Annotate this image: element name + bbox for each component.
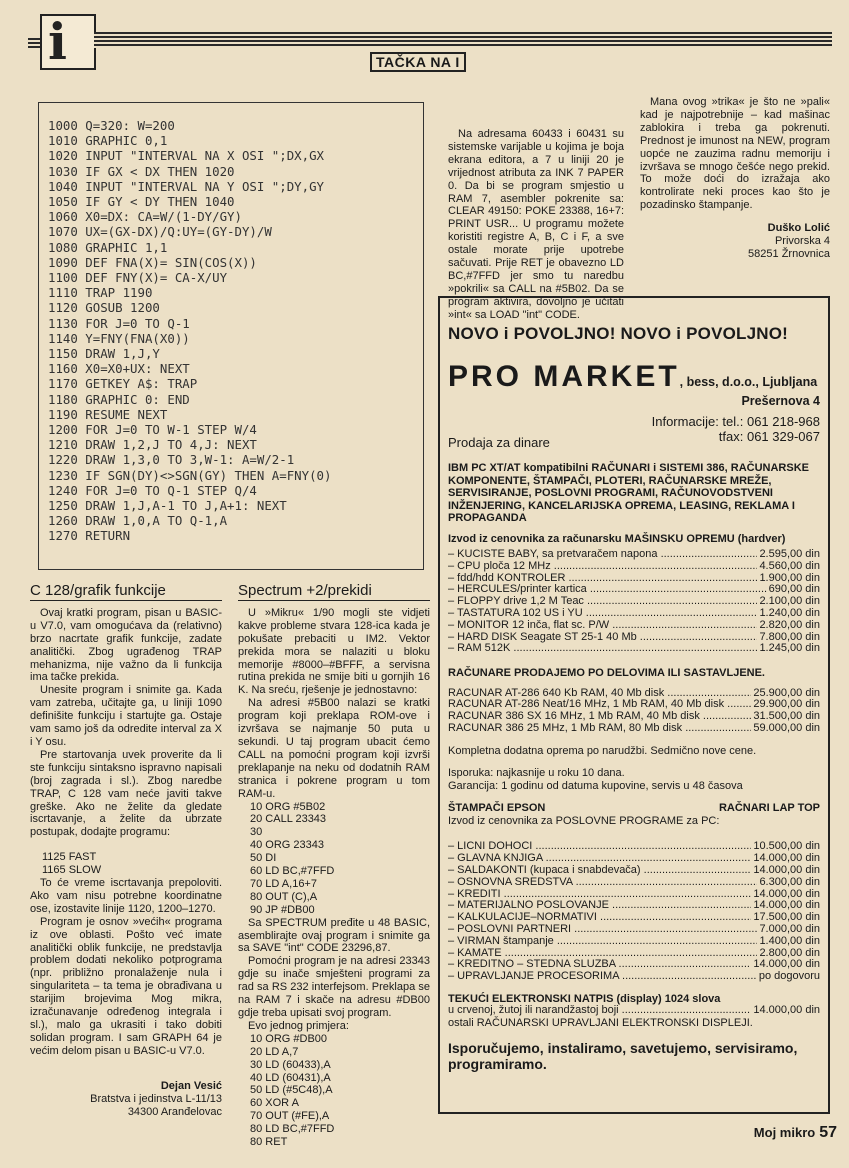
code-line: 1050 IF GY < DY THEN 1040 bbox=[48, 194, 235, 210]
paragraph: Mana ovog »trika« je što ne »pali« kad je najpotrebnije – kad mašinac zablokira i treba ga pokrenuti. Prednost je imunost na NEW, program uopće ne zauzima radnu memoriju i izvršava se mnogo češće nego prekid. To može doći do izražaja ako kontrolirate neki proces kao što je pozadinsko štampanje. bbox=[640, 96, 830, 212]
ad-extra: Kompletna dodatna oprema po narudžbi. Sedmično nove cene. bbox=[448, 744, 757, 757]
code-line: 70 LD A,16+7 bbox=[250, 877, 317, 890]
code-line: 20 CALL 23343 bbox=[250, 813, 327, 826]
item-price: 1.900,00 din bbox=[759, 571, 820, 584]
code-line: 80 LD BC,#7FFD bbox=[250, 1123, 335, 1136]
code-line: 1220 DRAW 1,3,0 TO 3,W-1: A=W/2-1 bbox=[48, 452, 295, 468]
item-name: – KAMATE ..... bbox=[448, 948, 757, 960]
ad-headline: NOVO i POVOLJNO! NOVO i POVOLJNO! bbox=[448, 324, 789, 343]
price-row bbox=[448, 865, 820, 877]
author-city: 58251 Žrnovnica bbox=[748, 248, 830, 261]
item-price: 1.240,00 din bbox=[759, 606, 820, 619]
item-name: – CPU ploča 12 MHz ..... bbox=[448, 561, 757, 573]
price-row bbox=[448, 924, 820, 936]
sw-price-list bbox=[448, 841, 820, 983]
article-title: Spectrum +2/prekidi bbox=[238, 582, 372, 599]
code-line: 1170 GETKEY A$: TRAP bbox=[48, 376, 198, 392]
paragraph: Evo jednog primjera: bbox=[248, 1019, 349, 1032]
code-block bbox=[238, 1033, 430, 1149]
item-name: – FLOPPY drive 1,2 M Teac ..... bbox=[448, 596, 757, 608]
code-listing bbox=[48, 118, 331, 544]
item-name: – LIČNI DOHOCI ..... bbox=[448, 841, 751, 853]
item-name: – fdd/hdd KONTROLER ..... bbox=[448, 573, 757, 585]
article-spectrum-cont2 bbox=[640, 96, 830, 261]
item-name: RAČUNAR 386 SX 16 MHz, 1 Mb RAM, 40 Mb disk ..... bbox=[448, 711, 751, 723]
code-line: 1240 FOR J=0 TO Q-1 STEP Q/4 bbox=[48, 482, 257, 498]
paragraph: To će vreme iscrtavanja prepoloviti. Ako vam nisu potrebne koordinatne ose, izostavite linije 1120, 1200–1270. bbox=[30, 877, 222, 915]
paragraph: Pomoćni program je na adresi 23343 gdje su inače smješteni programi za rad sa RS 232 interfejsom. Preklapa se na RAM 7 i skače na adresu #DB00 gdje treba upisati svoj program. bbox=[238, 955, 430, 1019]
price-row bbox=[448, 723, 820, 735]
paragraph: Program je osnov »većih« programa iz ove oblasti. Pošto već imate analitički oblik funkcije, ne predstavlja problem dodati nekoliko potprograma (npr. približno pronalaženje nula i singulariteta – ta tema je obrađivana u starijim brojevima Mog mikra, izračunavanje određenog integrala i sl.), malo ga ukrasiti i tako dobiti solidan program. I sam GRAPH 64 je većim delom pisan u BASIC-u V7.0. bbox=[30, 915, 222, 1057]
code-line: 1260 DRAW 1,0,A TO Q-1,A bbox=[48, 513, 228, 529]
code-line: 1190 RESUME NEXT bbox=[48, 406, 168, 422]
item-name: – UPRAVLJANJE PROCESORIMA ..... bbox=[448, 971, 757, 983]
author-address: Privorska 4 bbox=[774, 235, 830, 248]
item-name: – RAM 512K ..... bbox=[448, 643, 757, 655]
code-line: 1040 INPUT "INTERVAL NA Y OSI ";DY,GY bbox=[48, 178, 325, 194]
code-line: 30 bbox=[250, 826, 263, 839]
item-name: – TASTATURA 102 US i YU ..... bbox=[448, 608, 757, 620]
item-name: – SALDAKONTI (kupaca i snabdevača) ..... bbox=[448, 865, 751, 877]
code-line: 1270 RETURN bbox=[48, 528, 131, 544]
item-price: 2.820,00 din bbox=[759, 618, 820, 631]
sw-title: Izvod iz cenovnika za POSLOVNE PROGRAME za PC: bbox=[448, 814, 720, 827]
paragraph: Na adresi #5B00 nalazi se kratki program koji preklapa ROM-ove i izvršava se najmanje 50 puta u sekundi. U taj program ubacit ćemo CALL na pomoćni program koji izvrši preklapanje na neku od dodatnih RAM stranica i pokrene program u tom RAM-u. bbox=[238, 697, 430, 800]
item-price: 690,00 din bbox=[768, 583, 820, 596]
code-line: 60 XOR A bbox=[250, 1097, 299, 1110]
code-line: 1200 FOR J=0 TO W-1 STEP W/4 bbox=[48, 422, 257, 438]
item-name: – HERCULES/printer kartica ..... bbox=[448, 584, 767, 596]
paragraph: Sa SPECTRUM pređite u 48 BASIC, asemblirajte ovaj program i snimite ga sa SAVE "int" CODE 23296,87. bbox=[238, 916, 430, 955]
code-line: 1070 UX=(GX-DX)/Q:UY=(GY-DY)/W bbox=[48, 224, 272, 240]
item-price: 2.800,00 din bbox=[759, 946, 820, 959]
code-line: 1210 DRAW 1,2,J TO 4,J: NEXT bbox=[48, 437, 257, 453]
display-other: ostali RAČUNARSKI UPRAVLJANI ELEKTRONSKI DISPLEJI. bbox=[448, 1017, 753, 1030]
item-price: 2.100,00 din bbox=[759, 595, 820, 608]
ad-closing: Isporučujemo, instaliramo, savetujemo, servisiramo, programiramo. bbox=[448, 1039, 798, 1072]
item-price: 31.500,00 din bbox=[753, 710, 820, 723]
item-price: 29.900,00 din bbox=[753, 698, 820, 711]
header-rule-left bbox=[28, 38, 40, 50]
code-line: 20 LD A,7 bbox=[250, 1045, 299, 1058]
parts-title: RAČUNARE PRODAJEMO PO DELOVIMA ILI SASTAVLJENE. bbox=[448, 667, 765, 680]
ad-sale: Prodaja za dinare bbox=[448, 435, 550, 450]
item-price: 17.500,00 din bbox=[753, 911, 820, 924]
item-name: – POSLOVNI PARTNERI ..... bbox=[448, 924, 757, 936]
item-name: RAČUNAR AT-286 640 Kb RAM, 40 Mb disk ..... bbox=[448, 688, 751, 700]
ad-products: IBM PC XT/AT kompatibilni RAČUNARI i SISTEMI 386, RAČUNARSKE KOMPONENTE, ŠTAMPAČI, PLOTERI, RAČUNARSKE MREŽE, SERVISIRANJE, POSLOVNI PROGRAMI, RAČUNOVODSTVENI INŽENJERING, KANCELARIJSKA OPREMA, LEASING, REKLAMA I PROPAGANDA bbox=[448, 462, 809, 524]
code-line: 1165 SLOW bbox=[42, 864, 102, 877]
code-line: 10 ORG #DB00 bbox=[250, 1032, 328, 1045]
price-row bbox=[448, 608, 820, 620]
item-price: 2.595,00 din bbox=[759, 548, 820, 560]
display-title: TEKUĆI ELEKTRONSKI NATPIS (display) 1024 slova bbox=[448, 992, 721, 1005]
paragraph: Ovaj kratki program, pisan u BASIC-u V7.0, vam omogućava da (relativno) brzo nacrtate grafik funkcije, zadate analitički. Zbog ugrađenog TRAP mehanizma, nije važno da li funkcija ima tačke prekida. bbox=[30, 606, 222, 684]
code-line: 80 OUT (C),A bbox=[250, 890, 318, 903]
code-line: 50 LD (#5C48),A bbox=[250, 1084, 333, 1097]
code-line: 1030 IF GX < DX THEN 1020 bbox=[48, 163, 235, 179]
code-line: 1125 FAST bbox=[42, 851, 97, 864]
item-price: 14.000,00 din bbox=[753, 852, 820, 865]
code-line: 1230 IF SGN(DY)<>SGN(GY) THEN A=FNY(0) bbox=[48, 467, 332, 483]
code-line: 40 LD (60431),A bbox=[250, 1071, 331, 1084]
code-line: 1150 DRAW 1,J,Y bbox=[48, 346, 160, 362]
item-name: – VIRMAN štampanje ..... bbox=[448, 936, 757, 948]
code-line: 1100 DEF FNY(X)= CA-X/UY bbox=[48, 270, 228, 286]
ad-street: Prešernova 4 bbox=[741, 394, 820, 408]
code-line: 1090 DEF FNA(X)= SIN(COS(X)) bbox=[48, 254, 257, 270]
paragraph: U »Mikru« 1/90 mogli ste vidjeti kakve probleme stvara 128-ica kada je pokušate prebaciti u IM2. Vektor prekida mora se nalaziti u bloku memorije #8000–#BFFF, a servisna rutina prekida ne smije biti u gornjih 16 K. Na sreću, rješenje je jednostavno: bbox=[238, 606, 430, 697]
item-name: RAČUNAR 386 25 MHz, 1 Mb RAM, 80 Mb disk ..... bbox=[448, 723, 751, 735]
paragraph: Unesite program i snimite ga. Kada vam zatreba, učitajte ga, u liniji 1090 definišite funkciju i startujte ga. Ostaje vam samo još da odredite interval za X i Y osu. bbox=[30, 684, 222, 748]
article-title: C 128/grafik funkcije bbox=[30, 582, 166, 599]
ad-phone: Informacije: tel.: 061 218-968 bbox=[651, 414, 820, 429]
author-name: Duško Lolić bbox=[767, 222, 830, 235]
item-name: – KREDITNO – ŠTEDNA SLUŽBA ..... bbox=[448, 959, 751, 971]
item-name: – GLAVNA KNJIGA ..... bbox=[448, 853, 751, 865]
paragraph: Pre startovanja uvek proverite da li ste funkciju sintaksno ispravno napisali (broj zagrada i sl.). Zbog naredbe TRAP, C 128 vam neće javiti takve greške. Ako ne želite da gledate iscrtavanje, a želite da ubrzate postupak, dodajte programu: bbox=[30, 748, 222, 839]
code-line: 70 OUT (#FE),A bbox=[250, 1110, 330, 1123]
price-row bbox=[448, 936, 820, 948]
item-price: 10.500,00 din bbox=[753, 840, 820, 853]
page-footer: Moj mikro 57 bbox=[753, 1124, 837, 1141]
code-line: 1120 GOSUB 1200 bbox=[48, 300, 160, 316]
code-line: 1130 FOR J=0 TO Q-1 bbox=[48, 315, 190, 331]
code-line: 80 RET bbox=[250, 1136, 288, 1149]
code-block bbox=[238, 801, 430, 917]
item-name: – KALKULACIJE–NORMATIVI ..... bbox=[448, 912, 751, 924]
code-line: 40 ORG 23343 bbox=[250, 839, 324, 852]
code-line: 1080 GRAPHIC 1,1 bbox=[48, 239, 168, 255]
item-price: 1.245,00 din bbox=[759, 642, 820, 655]
article-c128 bbox=[30, 582, 222, 1119]
code-line: 1020 INPUT "INTERVAL NA X OSI ";DX,GX bbox=[48, 148, 325, 164]
article-spectrum bbox=[238, 582, 430, 1149]
header-rule bbox=[94, 32, 832, 48]
price-row bbox=[448, 643, 820, 655]
ad-warranty: Garancija: 1 godinu od datuma kupovine, servis u 48 časova bbox=[448, 779, 743, 792]
item-price: 4.560,00 din bbox=[759, 559, 820, 572]
item-price: 59.000,00 din bbox=[753, 722, 820, 735]
price-row bbox=[448, 561, 820, 573]
ad-brand: PRO MARKET, bess, d.o.o., Ljubljana bbox=[448, 360, 818, 393]
section-logo: i bbox=[40, 14, 96, 70]
item-name: – MONITOR 12 inča, flat sc. P/W ..... bbox=[448, 620, 757, 632]
item-name: – MATERIJALNO POSLOVANJE ..... bbox=[448, 900, 751, 912]
code-line: 1060 X0=DX: CA=W/(1-DY/GY) bbox=[48, 209, 242, 225]
paragraph: Na adresama 60433 i 60431 su sistemske varijable u kojima je boja ekrana editora, a 7 u liniji 20 je vrijednost atributa za INK 7 PAPER 0. Da bi se program smjestio u RAM 7, asembler pokrenite sa: CLEAR 49150: POKE 23388, 16+7: PRINT USR... U programu možete koristiti registre A, B, C i F, a sve ostale morate prije upotrebe sačuvati. Prije RET je obavezno LD BC,#7FFD jer smo tu naredbu »pokrili« sa CALL na #5B02. Da se program aktivira, dovoljno je učitati »int« sa LOAD "int" CODE. bbox=[448, 128, 624, 321]
pc-price-list bbox=[448, 688, 820, 735]
ad-delivery: Isporuka: najkasnije u roku 10 dana. bbox=[448, 767, 625, 780]
code-line: 1110 TRAP 1190 bbox=[48, 285, 153, 301]
code-line: 1140 Y=FNY(FNA(X0)) bbox=[48, 330, 190, 346]
item-price: 7.800,00 din bbox=[759, 630, 820, 643]
item-name: – KUĆIŠTE BABY, sa pretvaračem napona ..... bbox=[448, 549, 757, 561]
item-price: 14.000,00 din bbox=[753, 887, 820, 900]
display-row: u crvenoj, žutoj ili narandžastoj boji ..... 14.000,00 din bbox=[448, 1005, 820, 1017]
item-price: 6.300,00 din bbox=[759, 875, 820, 888]
ad-laptop: RAČNARI LAP TOP bbox=[718, 802, 820, 815]
pro-market-ad bbox=[438, 296, 830, 1114]
author-address: Bratstva i jedinstva L-11/13 bbox=[90, 1092, 222, 1105]
article-spectrum-cont bbox=[448, 128, 624, 322]
item-name: – OSNOVNA SREDSTVA ..... bbox=[448, 877, 757, 889]
item-price: 25.900,00 din bbox=[753, 686, 820, 699]
code-line: 1180 GRAPHIC 0: END bbox=[48, 391, 190, 407]
item-name: RAČUNAR AT-286 Neat/16 MHz, 1 Mb RAM, 40 Mb disk ..... bbox=[448, 699, 751, 711]
author-name: Dejan Vesić bbox=[160, 1079, 222, 1092]
ad-printers: ŠTAMPAČI EPSON bbox=[448, 802, 546, 815]
code-line: 90 JP #DB00 bbox=[250, 903, 315, 916]
item-price: 14.000,00 din bbox=[753, 958, 820, 971]
item-name: – HARD DISK Seagate ST 25-1 40 Mb ..... bbox=[448, 632, 757, 644]
code-line: 50 DI bbox=[250, 852, 277, 865]
item-price: 14.000,00 din bbox=[753, 863, 820, 876]
ad-fax: tfax: 061 329-067 bbox=[718, 429, 820, 444]
item-price: po dogovoru bbox=[758, 970, 820, 983]
code-line: 1010 GRAPHIC 0,1 bbox=[48, 133, 168, 149]
price-row bbox=[448, 573, 820, 585]
code-line: 1000 Q=320: W=200 bbox=[48, 118, 175, 133]
item-name: – KREDITI ..... bbox=[448, 889, 751, 901]
hw-title: Izvod iz cenovnika za računarsku MAŠINSKU OPREMU (hardver) bbox=[448, 532, 786, 545]
price-row bbox=[448, 971, 820, 983]
code-line: 1250 DRAW 1,J,A-1 TO J,A+1: NEXT bbox=[48, 498, 287, 514]
price-row bbox=[448, 877, 820, 889]
code-line: 1160 X0=X0+UX: NEXT bbox=[48, 361, 190, 377]
item-price: 14.000,00 din bbox=[753, 899, 820, 912]
code-line: 10 ORG #5B02 bbox=[250, 800, 326, 813]
section-title: TAČKA NA I bbox=[370, 52, 466, 72]
code-line: 60 LD BC,#7FFD bbox=[250, 865, 335, 878]
item-price: 1.400,00 din bbox=[759, 934, 820, 947]
price-row bbox=[448, 620, 820, 632]
item-price: 7.000,00 din bbox=[759, 922, 820, 935]
author-city: 34300 Aranđelovac bbox=[127, 1105, 222, 1118]
code-line: 30 LD (60433),A bbox=[250, 1058, 331, 1071]
hw-price-list bbox=[448, 549, 820, 655]
